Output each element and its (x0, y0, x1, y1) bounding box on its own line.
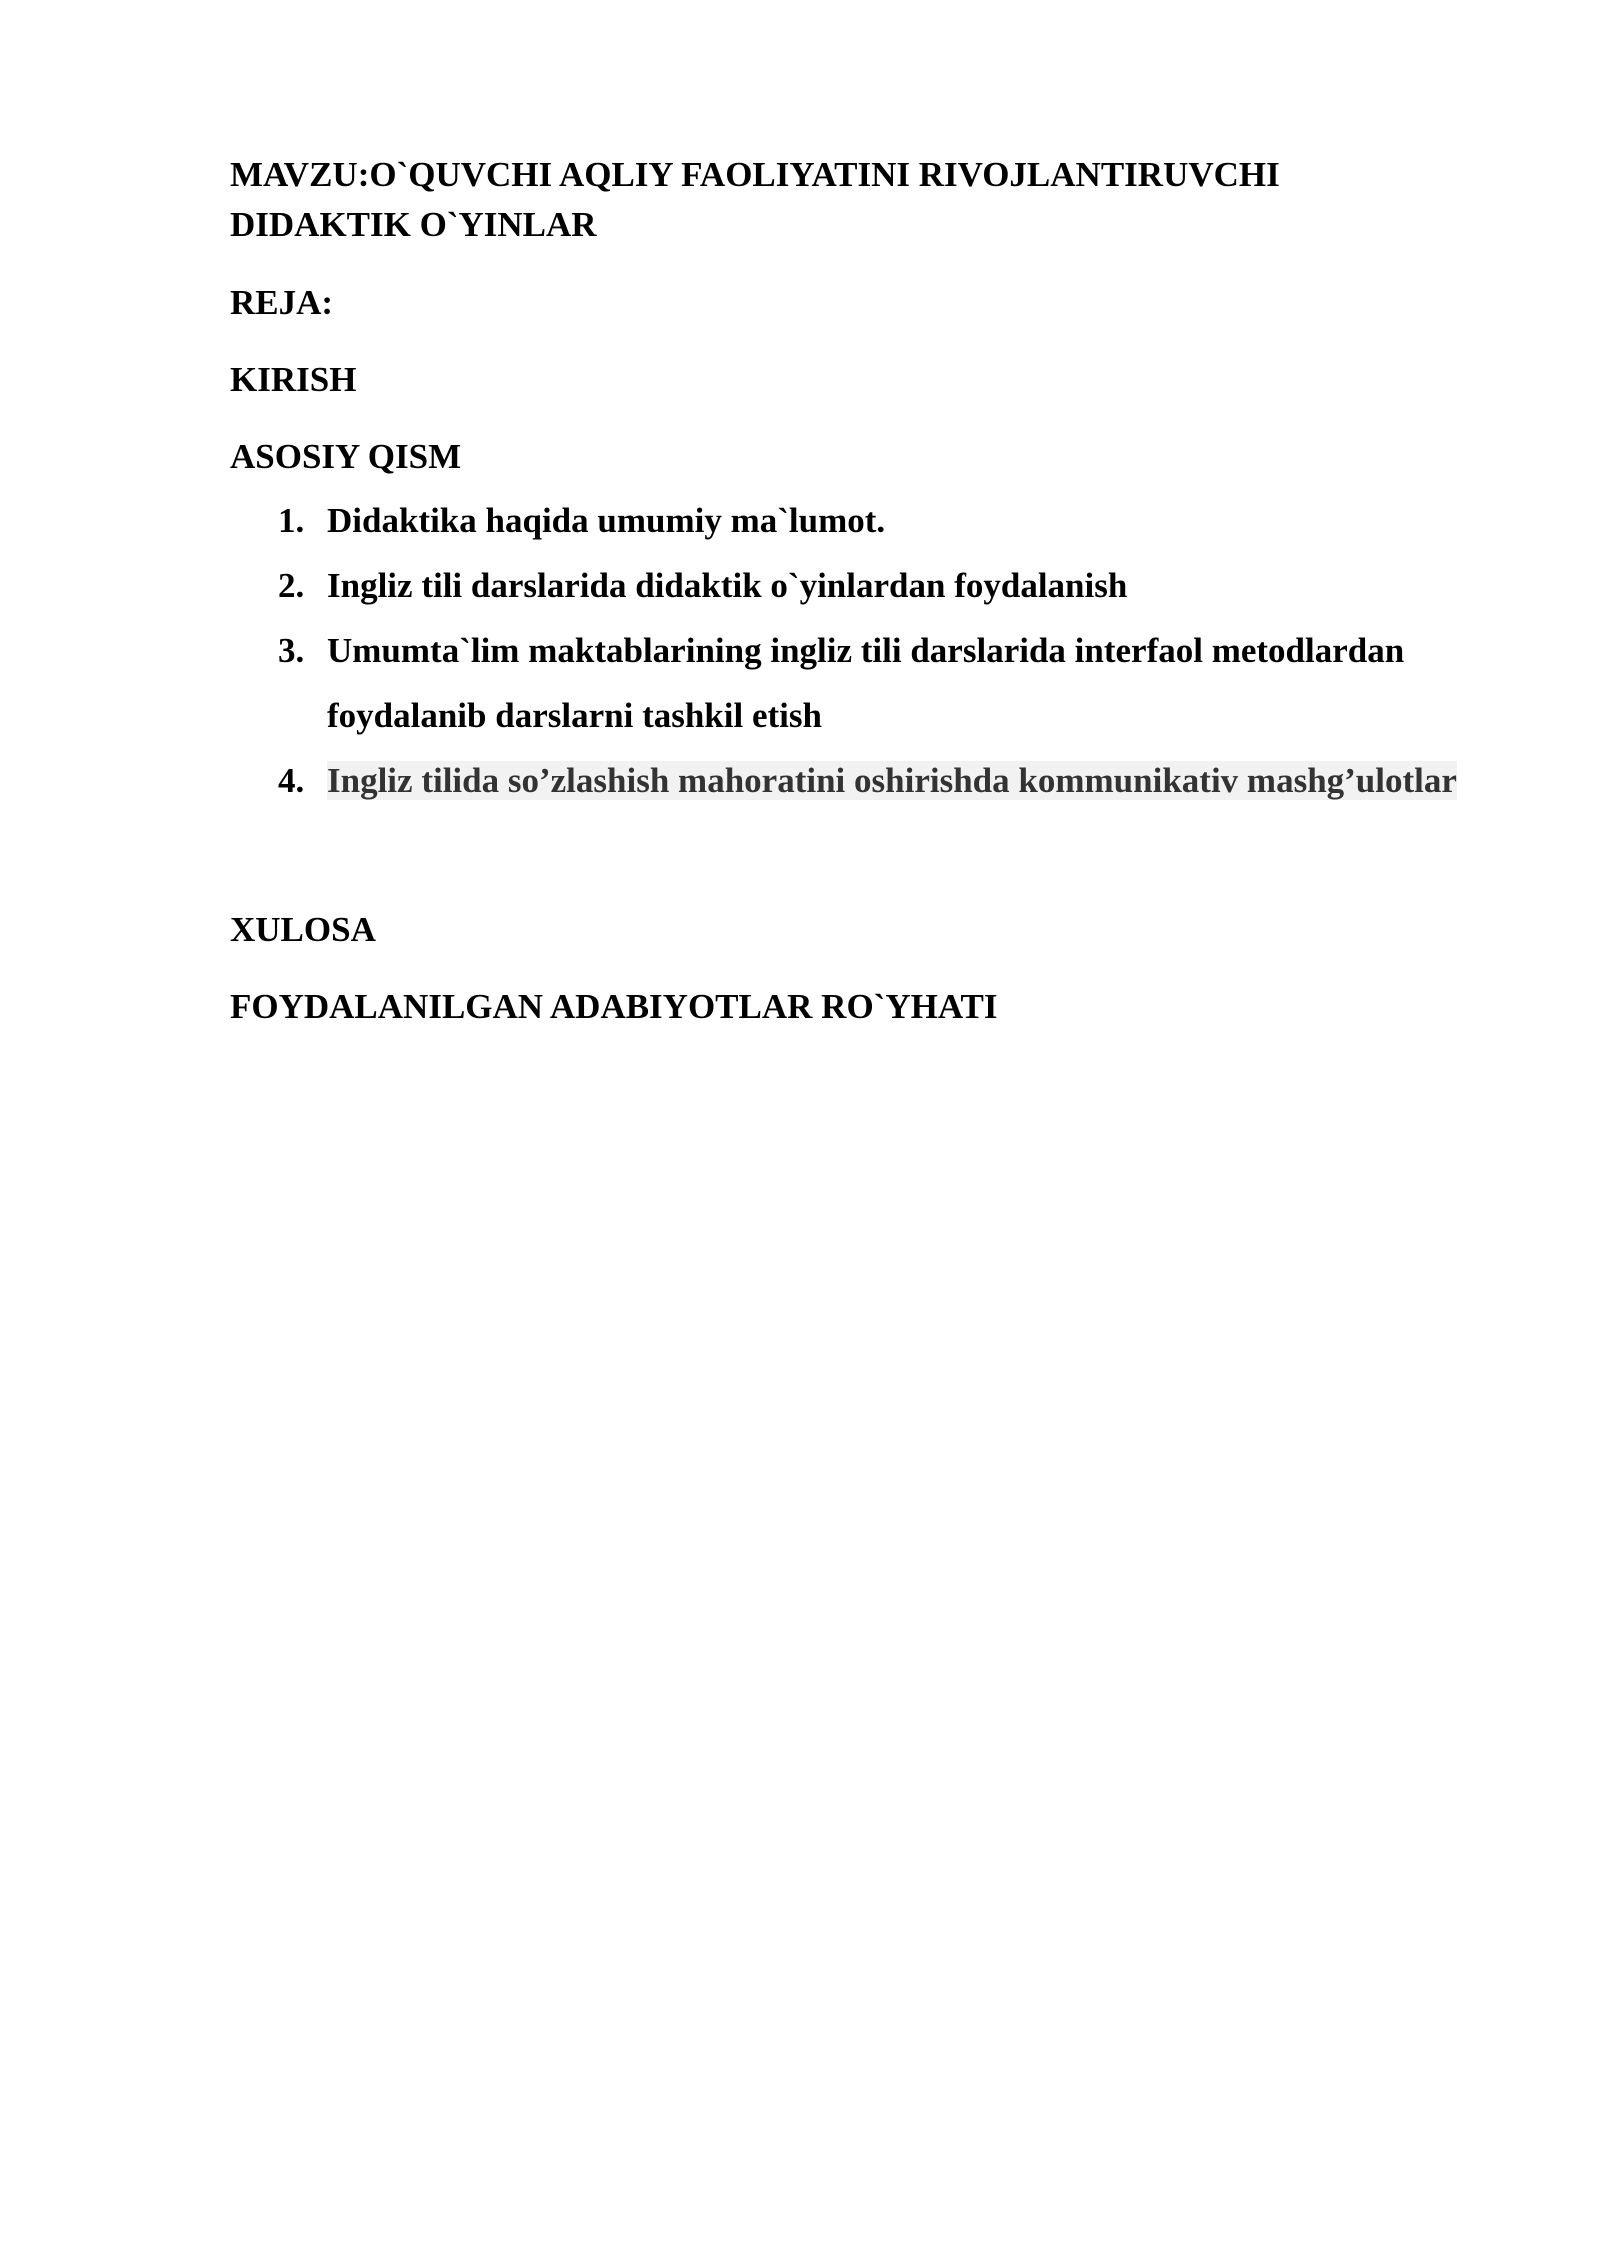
plan-item-number: 4. (278, 761, 305, 800)
paragraph-spacer (230, 813, 1492, 905)
conclusion-heading: XULOSA (230, 910, 376, 949)
document-title: MAVZU:O`QUVCHI AQLIY FAOLIYATINI RIVOJLANTIRUVCHI DIDAKTIK O`YINLAR (230, 155, 1280, 244)
plan-item-4 (230, 748, 1492, 813)
plan-item-1 (230, 488, 1492, 553)
plan-item-text: Umumta`lim maktablarining ingliz tili darslarida interfaol metodlardan foydalanib darslarni tashkil etish (327, 631, 1405, 735)
plan-item-text: Ingliz tili darslarida didaktik o`yinlardan foydalanish (327, 566, 1128, 605)
plan-item-number: 1. (278, 501, 305, 540)
plan-item-text: Didaktika haqida umumiy ma`lumot. (327, 501, 886, 540)
main-part-heading: ASOSIY QISM (230, 437, 462, 476)
plan-heading: REJA: (230, 283, 334, 322)
plan-item-text: Ingliz tilida so’zlashish mahoratini oshirishda kommunikativ mashg’ulotlar (327, 761, 1457, 800)
intro-heading: KIRISH (230, 360, 357, 399)
document-body (230, 150, 1492, 1059)
plan-item-number: 2. (278, 566, 305, 605)
plan-item-2 (230, 553, 1492, 618)
references-heading: FOYDALANILGAN ADABIYOTLAR RO`YHATI (230, 987, 998, 1026)
plan-item-text-container (327, 748, 1492, 813)
plan-list (230, 488, 1492, 813)
plan-item-number: 3. (278, 631, 305, 670)
plan-item-3 (230, 618, 1492, 748)
